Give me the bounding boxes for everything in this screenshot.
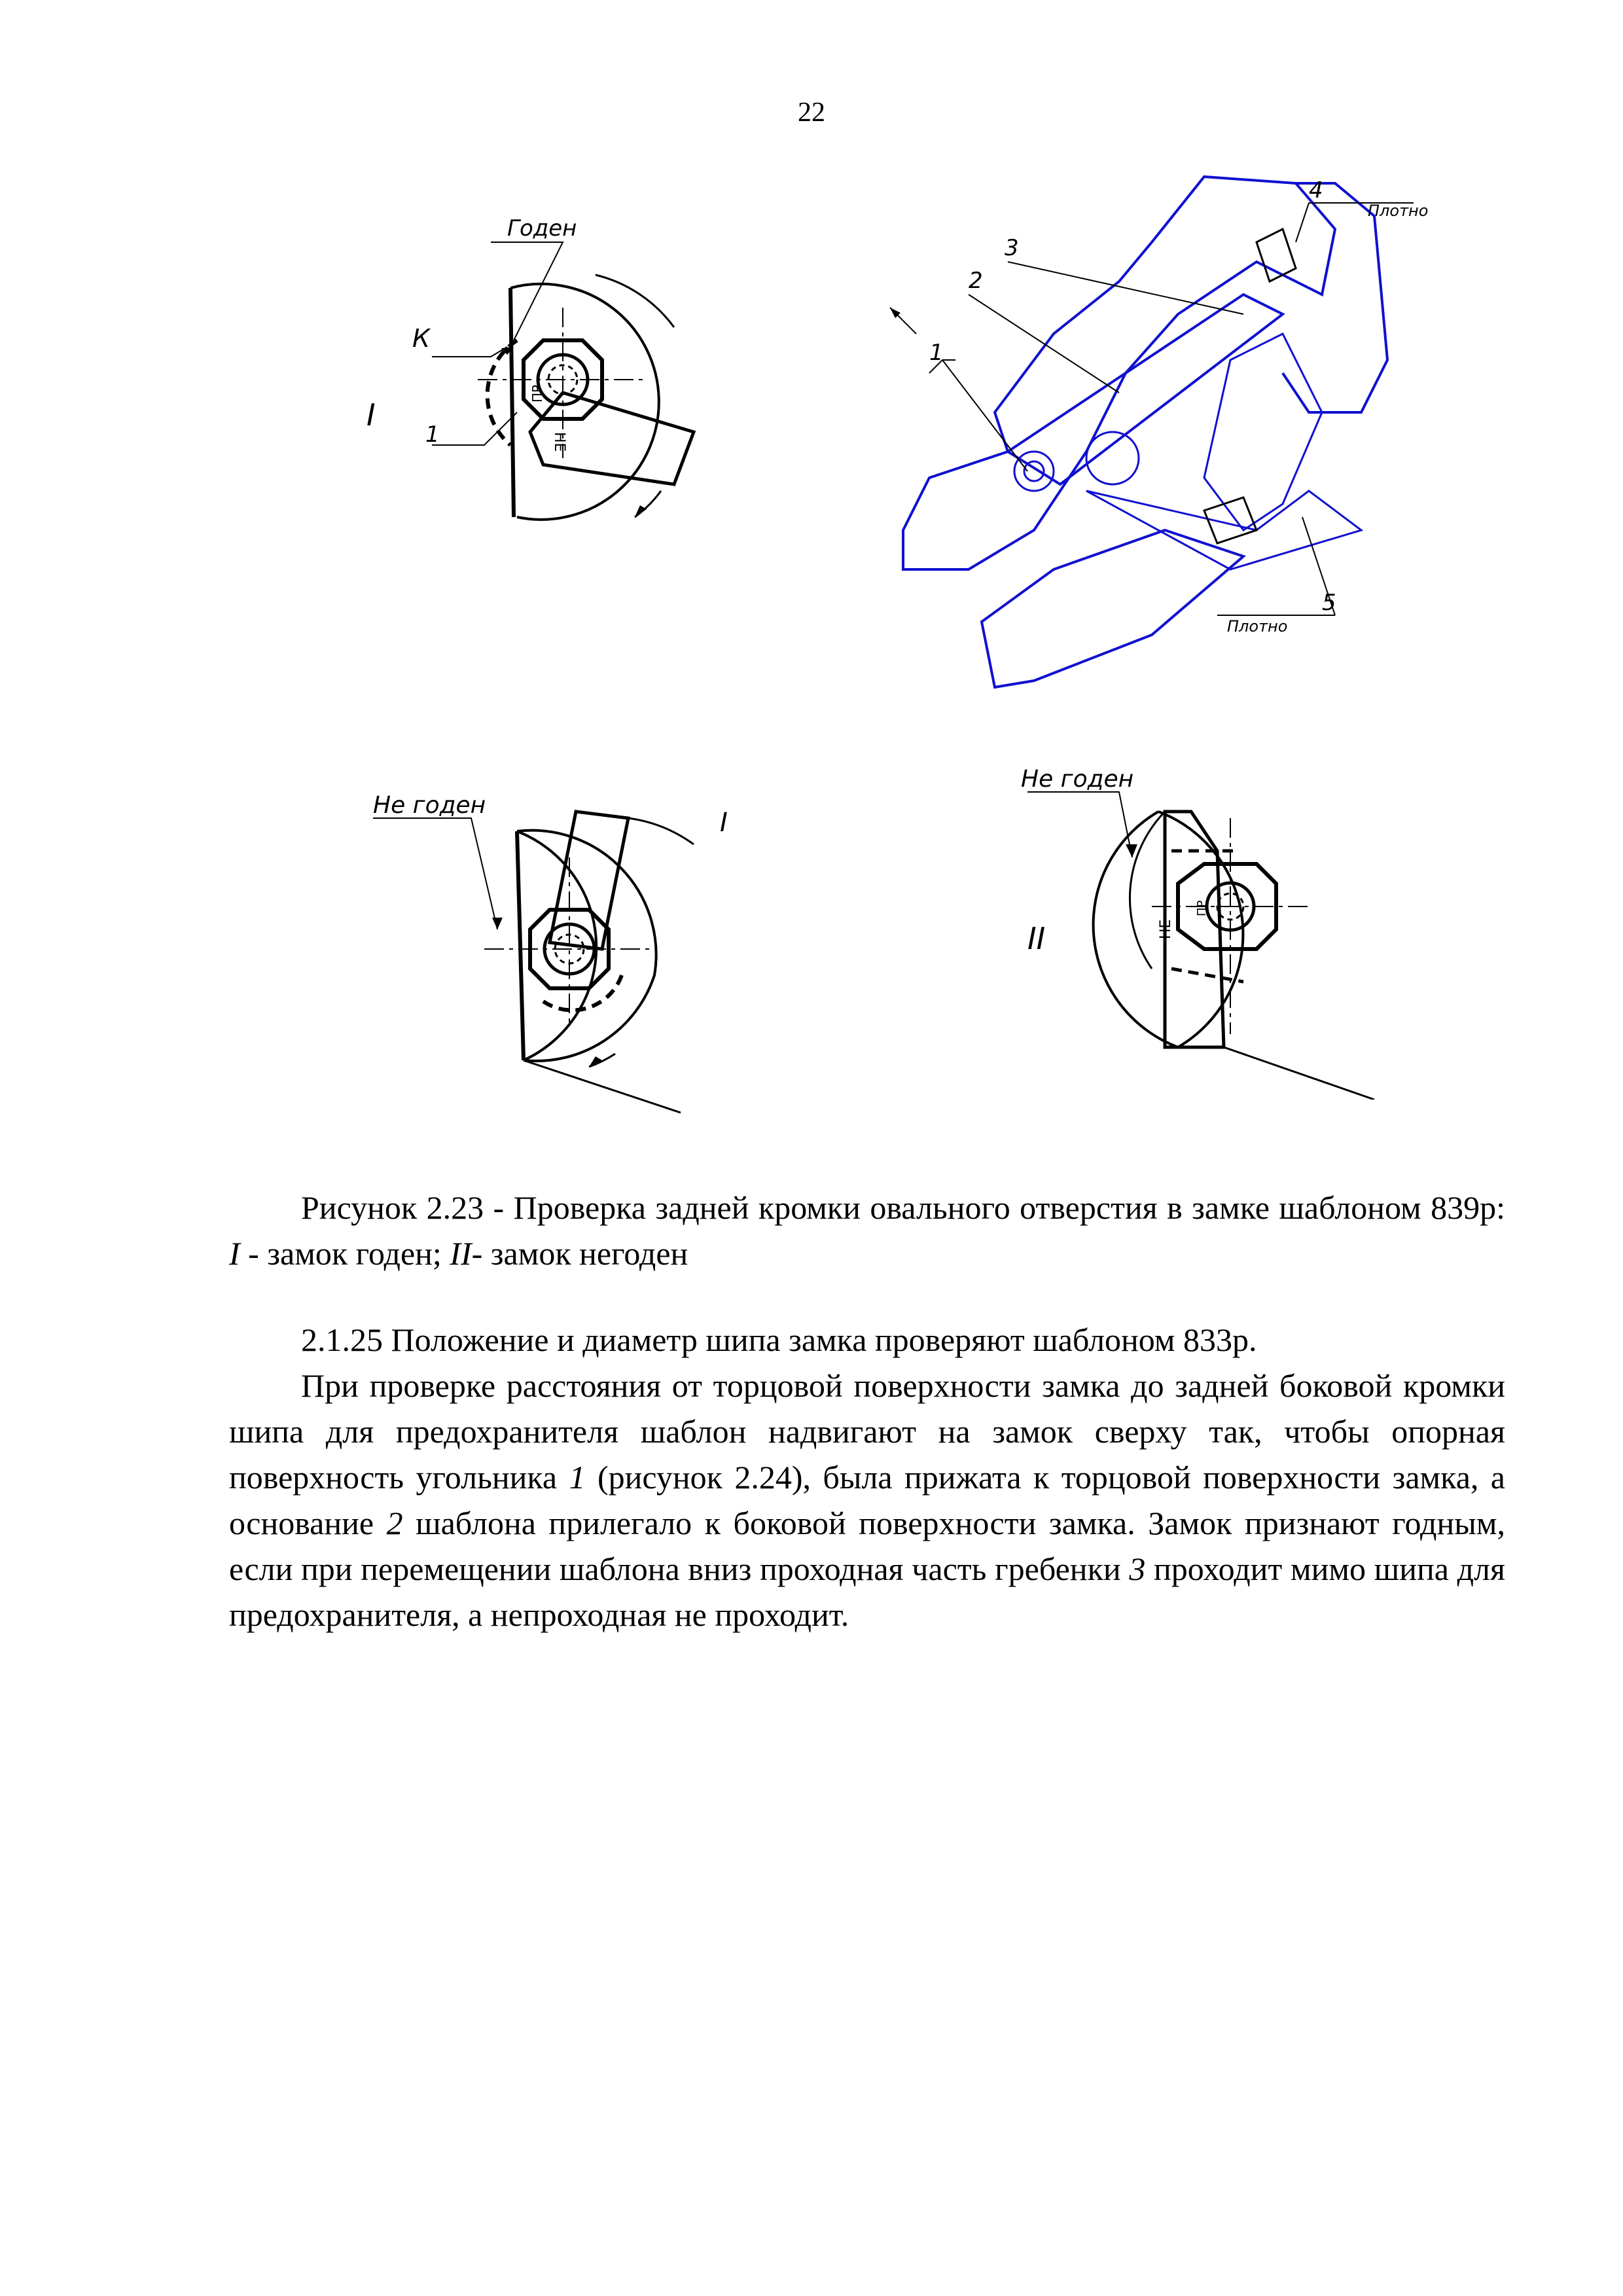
- roman-i: I: [366, 397, 376, 433]
- paragraph-2-1-25: [229, 1317, 1505, 1363]
- paragraph-2-1-25-text: 2.1.25 Положение и диаметр шипа замка проверяют шаблоном 833р.: [301, 1321, 1257, 1358]
- label-k: К: [412, 324, 430, 353]
- label-not-good-2: Не годен: [1021, 766, 1134, 793]
- caption-prefix: Рисунок 2.23 - Проверка задней кромки овального отверстия в замке шаблоном 839р:: [301, 1189, 1505, 1226]
- iso-label-1: 1: [929, 340, 944, 366]
- para-text-4: проходит мимо шипа для предохранителя, а непроходная не проходит.: [229, 1551, 1505, 1633]
- caption-roman-ii: II: [450, 1235, 472, 1272]
- mark-ne-2: НЕ: [1158, 919, 1174, 939]
- para-text-2: (рисунок 2.24), была прижата к торцовой поверхности замка, а основание: [229, 1459, 1505, 1541]
- figure-gauge-not-good-i: [353, 779, 746, 1126]
- para-ref-2: 2: [386, 1505, 403, 1541]
- roman-ii: II: [1027, 921, 1046, 956]
- figure-gauge-not-good-ii: [1008, 759, 1400, 1100]
- page-number: 22: [798, 98, 825, 128]
- gauge-not-good-i-drawing: [353, 779, 746, 1126]
- iso-label-2: 2: [969, 268, 983, 294]
- caption-mid: - замок годен;: [240, 1235, 450, 1272]
- mark-ne: НЕ: [551, 432, 567, 452]
- mark-pr-2: ПР: [1195, 900, 1209, 916]
- label-good: Годен: [507, 215, 577, 242]
- label-cut-mark: I: [720, 808, 728, 838]
- iso-label-tight-top: Плотно: [1368, 202, 1429, 220]
- figure-caption: [229, 1185, 1505, 1276]
- label-not-good-1: Не годен: [373, 792, 486, 819]
- label-part-1: 1: [425, 422, 440, 448]
- figure-isometric-view: [838, 164, 1466, 713]
- iso-label-4: 4: [1309, 177, 1323, 204]
- isometric-drawing: [838, 164, 1466, 713]
- paragraph-check-procedure: [229, 1363, 1505, 1638]
- para-ref-3: 3: [1129, 1551, 1146, 1587]
- caption-suffix: - замок негоден: [471, 1235, 688, 1272]
- gauge-not-good-ii-drawing: [1008, 759, 1400, 1100]
- figure-gauge-good: [347, 209, 713, 556]
- iso-label-tight-bottom: Плотно: [1227, 617, 1288, 636]
- para-text-1: При проверке расстояния от торцовой поверхности замка до задней боковой кромки шипа для предохранителя шаблон надвигают на замок сверху так, чтобы опорная поверхность угольника: [229, 1367, 1505, 1496]
- para-text-3: шаблона прилегало к боковой поверхности замка. Замок признают годным, если при перемещении шаблона вниз проходная часть гребенки: [229, 1505, 1505, 1587]
- caption-roman-i: I: [229, 1235, 240, 1272]
- iso-label-3: 3: [1005, 235, 1019, 261]
- iso-label-5: 5: [1322, 590, 1336, 616]
- gauge-good-drawing: [347, 209, 713, 556]
- mark-pr: ПР: [529, 384, 545, 403]
- para-ref-1: 1: [569, 1459, 586, 1496]
